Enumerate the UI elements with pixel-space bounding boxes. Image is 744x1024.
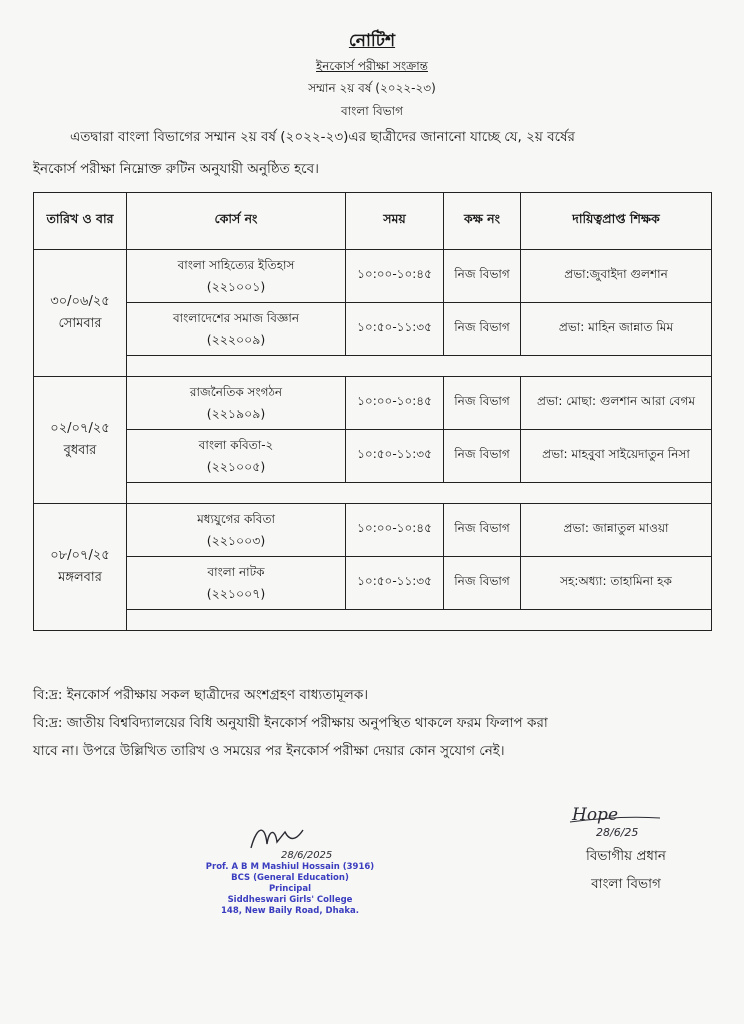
- session-label: সম্মান ২য় বর্ষ (২০২২-২৩): [308, 81, 436, 95]
- department-label: বাংলা বিভাগ: [341, 104, 403, 118]
- course-cell: [127, 557, 346, 610]
- footnote-attendance: বি:দ্র: ইনকোর্স পরীক্ষায় সকল ছাত্রীদের অংশগ্রহণ বাধ্যতামূলক।: [33, 687, 369, 703]
- table-row: [34, 377, 712, 430]
- exam-date: ৩০/০৬/২৫: [50, 294, 110, 309]
- department-head-signature: [560, 800, 680, 842]
- exam-day: মঙ্গলবার: [58, 570, 102, 585]
- time-cell: ১০:৫০-১১:৩৫: [346, 430, 444, 483]
- notice-subtitle: ইনকোর্স পরীক্ষা সংক্রান্ত: [316, 59, 428, 73]
- table-row: [34, 504, 712, 557]
- notice-title: নোটিশ: [348, 31, 396, 51]
- principal-cadre: BCS (General Education): [231, 873, 349, 883]
- teacher-cell: প্রভা:জুবাইদা গুলশান: [521, 250, 712, 303]
- date-day-cell: [34, 250, 127, 377]
- teacher-cell: প্রভা: মোছা: গুলশান আরা বেগম: [521, 377, 712, 430]
- table-row: [34, 557, 712, 610]
- intro-line-1: এতদ্বারা বাংলা বিভাগের সম্মান ২য় বর্ষ (২০২২-২৩)এর ছাত্রীদের জানানো যাচ্ছে যে, ২য় বর্ষের: [70, 129, 575, 145]
- date-day-cell: [34, 504, 127, 631]
- course-name: বাংলাদেশের সমাজ বিজ্ঞান: [172, 311, 300, 325]
- exam-date: ০২/০৭/২৫: [50, 421, 110, 436]
- time-cell: ১০:৫০-১১:৩৫: [346, 557, 444, 610]
- table-row: [34, 430, 712, 483]
- college-name: Siddheswari Girls' College: [227, 895, 353, 905]
- principal-signature: [245, 818, 365, 862]
- intro-line-2: ইনকোর্স পরীক্ষা নিম্নোক্ত রুটিন অনুযায়ী অনুষ্ঠিত হবে।: [33, 161, 319, 177]
- spacer-row: [34, 483, 712, 504]
- spacer-cell: [127, 356, 712, 377]
- course-code: (২২১০০১): [206, 279, 266, 294]
- teacher-cell: প্রভা: মাহিন জান্নাত মিম: [521, 303, 712, 356]
- exam-date: ০৮/০৭/২৫: [50, 548, 110, 563]
- room-cell: নিজ বিভাগ: [444, 303, 521, 356]
- spacer-row: [34, 610, 712, 631]
- exam-routine-table: [33, 192, 712, 631]
- principal-name: Prof. A B M Mashiul Hossain (3916): [205, 862, 375, 872]
- room-cell: নিজ বিভাগ: [444, 557, 521, 610]
- time-cell: ১০:০০-১০:৪৫: [346, 377, 444, 430]
- department-head-dept: বাংলা বিভাগ: [591, 876, 661, 892]
- room-cell: নিজ বিভাগ: [444, 504, 521, 557]
- table-header-row: [34, 193, 712, 250]
- exam-day: বুধবার: [63, 443, 97, 458]
- department-head-block: [556, 842, 696, 898]
- time-cell: ১০:০০-১০:৪৫: [346, 250, 444, 303]
- course-cell: [127, 303, 346, 356]
- room-cell: নিজ বিভাগ: [444, 250, 521, 303]
- time-cell: ১০:৫০-১১:৩৫: [346, 303, 444, 356]
- exam-day: সোমবার: [58, 316, 102, 331]
- course-cell: [127, 504, 346, 557]
- college-address: 148, New Baily Road, Dhaka.: [220, 906, 360, 916]
- course-name: বাংলা নাটক: [207, 565, 265, 579]
- course-name: রাজনৈতিক সংগঠন: [189, 385, 283, 399]
- department-head-title: বিভাগীয় প্রধান: [586, 848, 666, 864]
- date-day-cell: [34, 377, 127, 504]
- teacher-cell: প্রভা: মাহবুবা সাইয়েদাতুন নিসা: [521, 430, 712, 483]
- room-cell: নিজ বিভাগ: [444, 430, 521, 483]
- header-teacher: দায়িত্বপ্রাপ্ত শিক্ষক: [521, 193, 712, 250]
- course-code: (২২২০০৯): [206, 332, 266, 347]
- room-cell: নিজ বিভাগ: [444, 377, 521, 430]
- course-code: (২২১০০৫): [206, 459, 266, 474]
- course-code: (২২১০০৩): [206, 533, 266, 548]
- spacer-cell: [127, 483, 712, 504]
- table-row: [34, 303, 712, 356]
- header-room: কক্ষ নং: [444, 193, 521, 250]
- header-time: সময়: [346, 193, 444, 250]
- teacher-cell: সহ:অধ্যা: তাহামিনা হক: [521, 557, 712, 610]
- footnote-rule: বি:দ্র: জাতীয় বিশ্ববিদ্যালয়ের বিধি অনুযায়ী ইনকোর্স পরীক্ষায় অনুপস্থিত থাকলে ফরম ফিলাপ করা: [33, 715, 548, 731]
- course-name: বাংলা সাহিত্যের ইতিহাস: [177, 258, 295, 272]
- table-row: [34, 250, 712, 303]
- course-name: মধ্যযুগের কবিতা: [197, 512, 275, 526]
- principal-designation: Principal: [268, 884, 312, 894]
- course-cell: [127, 250, 346, 303]
- course-cell: [127, 377, 346, 430]
- header-course: কোর্স নং: [127, 193, 346, 250]
- department-head-sign-date: 28/6/25: [596, 826, 639, 839]
- course-name: বাংলা কবিতা-২: [198, 438, 274, 452]
- spacer-row: [34, 356, 712, 377]
- teacher-cell: প্রভা: জান্নাতুল মাওয়া: [521, 504, 712, 557]
- footnote-rule-continued: যাবে না। উপরে উল্লিখিত তারিখ ও সময়ের পর ইনকোর্স পরীক্ষা দেয়ার কোন সুযোগ নেই।: [33, 743, 505, 759]
- header-date-day: তারিখ ও বার: [34, 193, 127, 250]
- course-code: (২২১০০৭): [206, 586, 266, 601]
- course-code: (২২১৯০৯): [206, 406, 266, 421]
- principal-sign-date: 28/6/2025: [281, 850, 333, 861]
- principal-seal: [200, 862, 380, 917]
- course-cell: [127, 430, 346, 483]
- spacer-cell: [127, 610, 712, 631]
- time-cell: ১০:০০-১০:৪৫: [346, 504, 444, 557]
- department-head-sign-text: Hope: [572, 805, 619, 825]
